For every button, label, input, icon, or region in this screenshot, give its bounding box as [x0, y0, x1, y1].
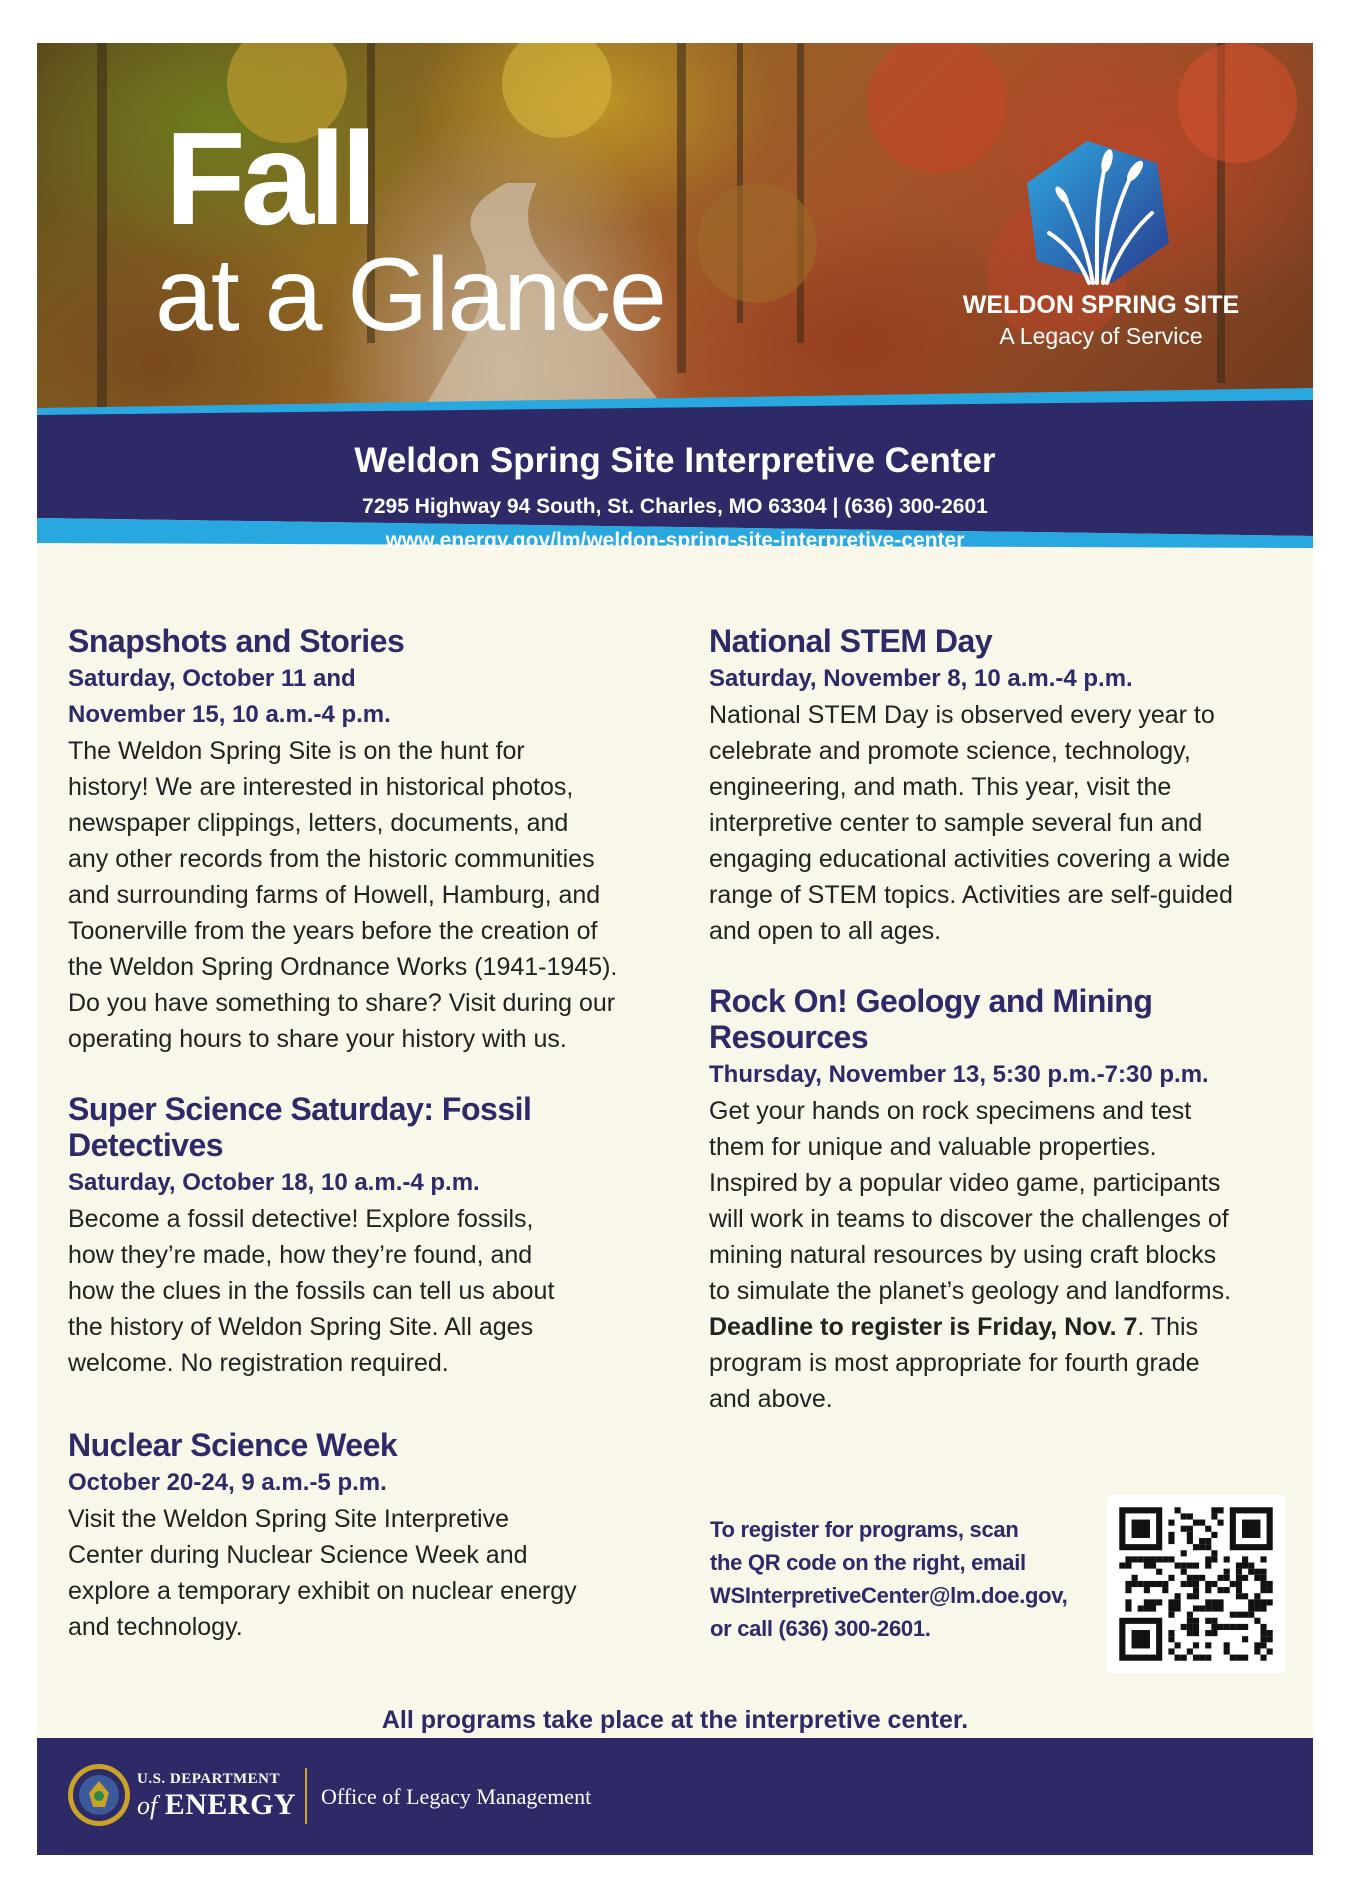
- event-rock-on: [709, 983, 1299, 1417]
- register-info: [710, 1513, 1110, 1645]
- qr-code[interactable]: [1107, 1495, 1285, 1673]
- register-line: or call (636) 300-2601.: [710, 1616, 931, 1641]
- office-of-legacy-management: Office of Legacy Management: [321, 1784, 592, 1809]
- desc-line: them for unique and valuable properties.: [709, 1133, 1157, 1161]
- event-title: [709, 983, 1299, 1055]
- right-column: [709, 623, 1299, 1417]
- event-title: [68, 1091, 668, 1163]
- doe-energy-word: ENERGY: [164, 1788, 297, 1821]
- event-description: [68, 1201, 668, 1381]
- register-line: the QR code on the right, email: [710, 1550, 1026, 1575]
- center-name: Weldon Spring Site Interpretive Center: [354, 441, 996, 480]
- desc-line: newspaper clippings, letters, documents, and: [68, 809, 569, 837]
- center-address: 7295 Highway 94 South, St. Charles, MO 63304 | (636) 300-2601: [362, 495, 988, 518]
- register-email[interactable]: WSInterpretiveCenter@lm.doe.gov,: [710, 1583, 1068, 1608]
- desc-line: how they’re made, how they’re found, and: [68, 1241, 533, 1269]
- desc-line: The Weldon Spring Site is on the hunt for: [68, 737, 525, 765]
- desc-line: operating hours to share your history with us.: [68, 1025, 567, 1053]
- event-title: National STEM Day: [709, 623, 993, 659]
- desc-line: history! We are interested in historical photos,: [68, 773, 574, 801]
- desc-line: Inspired by a popular video game, participants: [709, 1169, 1221, 1197]
- desc-line: the Weldon Spring Ordnance Works (1941-1945).: [68, 953, 618, 981]
- desc-line: the history of Weldon Spring Site. All ages: [68, 1313, 534, 1341]
- all-programs-note: All programs take place at the interpretive center.: [381, 1706, 969, 1734]
- deadline-bold: Deadline to register is Friday, Nov. 7: [709, 1313, 1138, 1341]
- center-info: [37, 441, 1313, 553]
- event-title-line: Resources: [709, 1019, 869, 1055]
- deadline-rest: . This: [1137, 1313, 1199, 1341]
- desc-line: to simulate the planet’s geology and landforms.: [709, 1277, 1232, 1305]
- event-title: Snapshots and Stories: [68, 623, 405, 659]
- desc-line: and technology.: [68, 1613, 243, 1641]
- desc-line: mining natural resources by using craft blocks: [709, 1241, 1217, 1269]
- hero-title-glance: at a Glance: [155, 237, 665, 353]
- event-title: Nuclear Science Week: [68, 1427, 398, 1463]
- desc-line: Become a fossil detective! Explore fossils,: [68, 1205, 534, 1233]
- event-description: [709, 1093, 1299, 1417]
- center-url[interactable]: www.energy.gov/lm/weldon-spring-site-interpretive-center: [385, 529, 965, 552]
- event-description: [68, 733, 668, 1057]
- footer-divider: [305, 1768, 307, 1824]
- doe-seal-icon: [67, 1763, 131, 1827]
- weldon-spring-logo-icon: [1017, 133, 1177, 293]
- event-nuclear-science-week: [68, 1427, 668, 1645]
- desc-line: Center during Nuclear Science Week and: [68, 1541, 528, 1569]
- event-title-line: Rock On! Geology and Mining: [709, 983, 1153, 1019]
- logo-site-name: WELDON SPRING SITE: [962, 291, 1240, 319]
- desc-line: explore a temporary exhibit on nuclear energy: [68, 1577, 577, 1605]
- left-column: [68, 623, 668, 1645]
- desc-line: how the clues in the fossils can tell us about: [68, 1277, 555, 1305]
- hero-autumn-photo: [37, 43, 1313, 423]
- desc-line: Visit the Weldon Spring Site Interpretive: [68, 1505, 509, 1533]
- event-date: [68, 661, 668, 733]
- desc-line: and above.: [709, 1385, 833, 1413]
- event-stem-day: [709, 623, 1299, 949]
- desc-line: range of STEM topics. Activities are self-guided: [709, 881, 1233, 909]
- event-super-science: [68, 1091, 668, 1381]
- doe-energy-label: [137, 1788, 296, 1822]
- event-snapshots: [68, 623, 668, 1057]
- desc-line: National STEM Day is observed every year to: [709, 701, 1215, 729]
- desc-line: Do you have something to share? Visit during our: [68, 989, 616, 1017]
- event-date: Saturday, November 8, 10 a.m.-4 p.m.: [709, 665, 1133, 692]
- desc-line: engaging educational activities covering a wide: [709, 845, 1231, 873]
- footer: [37, 1738, 1313, 1855]
- desc-line: any other records from the historic communities: [68, 845, 595, 873]
- desc-line: will work in teams to discover the challenges of: [709, 1205, 1229, 1233]
- desc-line: program is most appropriate for fourth grade: [709, 1349, 1200, 1377]
- doe-department-label: U.S. DEPARTMENT: [137, 1771, 280, 1787]
- desc-line: [709, 1309, 1299, 1345]
- hero-title: [155, 105, 665, 353]
- desc-line: Toonerville from the years before the creation of: [68, 917, 598, 945]
- logo-tagline: A Legacy of Service: [999, 323, 1203, 349]
- event-date-line: November 15, 10 a.m.-4 p.m.: [68, 701, 391, 728]
- event-title-line: Super Science Saturday: Fossil: [68, 1091, 532, 1127]
- hero-title-fall: Fall: [165, 105, 373, 252]
- desc-line: engineering, and math. This year, visit the: [709, 773, 1172, 801]
- event-date-line: Saturday, October 11 and: [68, 665, 356, 692]
- event-date: Thursday, November 13, 5:30 p.m.-7:30 p.m.: [709, 1061, 1209, 1088]
- flyer-page: [37, 43, 1313, 1855]
- desc-line: interpretive center to sample several fun and: [709, 809, 1203, 837]
- register-line: To register for programs, scan: [710, 1517, 1019, 1542]
- event-date: Saturday, October 18, 10 a.m.-4 p.m.: [68, 1169, 480, 1196]
- desc-line: celebrate and promote science, technology,: [709, 737, 1191, 765]
- event-description: [709, 697, 1299, 949]
- desc-line: and surrounding farms of Howell, Hamburg, and: [68, 881, 601, 909]
- desc-line: and open to all ages.: [709, 917, 942, 945]
- desc-line: Get your hands on rock specimens and test: [709, 1097, 1192, 1125]
- event-description: [68, 1501, 668, 1645]
- event-title-line: Detectives: [68, 1127, 224, 1163]
- desc-line: welcome. No registration required.: [68, 1349, 449, 1377]
- doe-of: of: [137, 1791, 158, 1820]
- event-date: October 20-24, 9 a.m.-5 p.m.: [68, 1469, 387, 1496]
